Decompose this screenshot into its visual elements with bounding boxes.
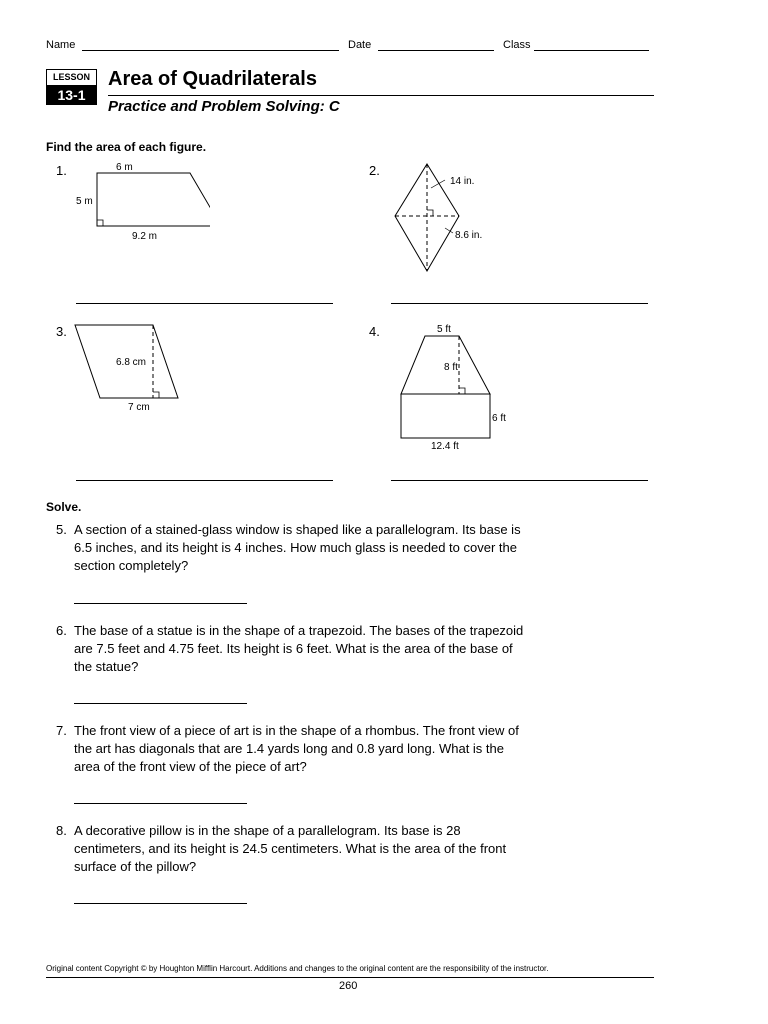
figure-4-trap-height-label: 8 ft <box>444 362 458 373</box>
copyright-notice: Original content Copyright © by Houghton Mifflin Harcourt. Additions and changes to the original content are the responsibility of the instructor. <box>46 964 549 973</box>
figure-4-number: 4. <box>369 324 380 339</box>
section1-instruction: Find the area of each figure. <box>46 140 207 154</box>
figure-4-bottom-label: 12.4 ft <box>431 441 459 452</box>
page-number: 260 <box>339 980 358 992</box>
problem-5-text: A section of a stained-glass window is shaped like a parallelogram. Its base is 6.5 inches, and its height is 4 inches. How much glass is needed to cover the section completely? <box>74 522 521 573</box>
class-label: Class <box>503 39 531 51</box>
title-rule <box>108 95 654 96</box>
date-field[interactable] <box>378 50 494 51</box>
problem-6 <box>56 622 526 682</box>
class-field[interactable] <box>534 50 649 51</box>
problem-6-number: 6. <box>56 623 67 638</box>
date-label: Date <box>348 39 372 51</box>
figure-1-bottom-label: 9.2 m <box>132 231 158 242</box>
problem-7 <box>56 722 526 782</box>
answer-line-8[interactable] <box>74 903 247 904</box>
figure-1-side-label: 5 m <box>76 196 93 207</box>
problem-7-text: The front view of a piece of art is in the shape of a rhombus. The front view of the art has diagonals that are 1.4 yards long and 0.8 yard long. What is the area of the front view of the piece of art? <box>74 723 519 774</box>
answer-line-4[interactable] <box>391 480 648 481</box>
figure-1-number: 1. <box>56 163 67 178</box>
problem-5-number: 5. <box>56 522 67 537</box>
problem-8 <box>56 822 526 882</box>
figure-1-top-label: 6 m <box>116 162 133 173</box>
name-label: Name <box>46 39 76 51</box>
answer-line-1[interactable] <box>76 303 333 304</box>
figure-4-rect-height-label: 6 ft <box>492 413 506 424</box>
lesson-number: 13-1 <box>46 86 97 105</box>
problem-8-number: 8. <box>56 823 67 838</box>
figure-2-d1-label: 14 in. <box>450 176 475 187</box>
problem-5 <box>56 521 526 581</box>
figure-3-base-label: 7 cm <box>128 402 150 413</box>
name-field[interactable] <box>82 50 339 51</box>
lesson-label: LESSON <box>46 69 97 86</box>
problem-6-text: The base of a statue is in the shape of a trapezoid. The bases of the trapezoid are 7.5 feet and 4.75 feet. Its height is 6 feet. What is the area of the base of the statue? <box>74 623 524 674</box>
figure-4-composite <box>395 318 525 453</box>
figure-1-trapezoid <box>70 158 210 248</box>
section2-instruction: Solve. <box>46 500 82 514</box>
answer-line-6[interactable] <box>74 703 247 704</box>
figure-3-parallelogram <box>70 318 190 418</box>
figure-4-top-label: 5 ft <box>437 324 451 335</box>
answer-line-3[interactable] <box>76 480 333 481</box>
page-subtitle: Practice and Problem Solving: C <box>108 98 340 115</box>
problem-7-number: 7. <box>56 723 67 738</box>
figure-2-rhombus <box>385 158 495 278</box>
figure-3-height-label: 6.8 cm <box>116 357 147 368</box>
figure-2-number: 2. <box>369 163 380 178</box>
figure-3-number: 3. <box>56 324 67 339</box>
problem-8-text: A decorative pillow is in the shape of a parallelogram. Its base is 28 centimeters, and its height is 24.5 centimeters. What is the area of the front surface of the pillow? <box>74 823 507 874</box>
page-title: Area of Quadrilaterals <box>108 68 317 90</box>
answer-line-7[interactable] <box>74 803 247 804</box>
figure-2-d2-label: 8.6 in. <box>455 230 483 241</box>
answer-line-2[interactable] <box>391 303 648 304</box>
answer-line-5[interactable] <box>74 603 247 604</box>
footer-rule <box>46 977 654 978</box>
